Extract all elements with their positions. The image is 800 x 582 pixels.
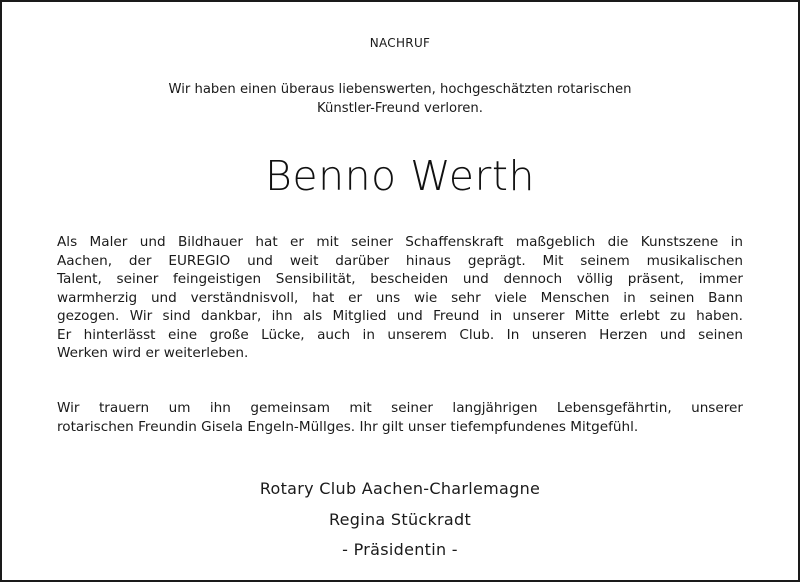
paragraph-line: Aachen, der EUREGIO und weit darüber hinaus geprägt. Mit seinem musikalischen [57,252,743,269]
paragraph-line: Er hinterlässt eine große Lücke, auch in unserem Club. In unseren Herzen und seinen [57,326,743,343]
signature-role: - Präsidentin - [342,540,458,559]
signature-club: Rotary Club Aachen-Charlemagne [259,479,541,498]
notice-heading: NACHRUF [369,36,431,50]
paragraph-line: Werken wird er weiterleben. [57,345,249,361]
paragraph-line: rotarischen Freundin Gisela Engeln-Müllges. Ihr gilt unser tiefempfundenes Mitgefühl. [57,418,639,435]
signature-person: Regina Stückradt [328,510,472,529]
tribute-paragraph [57,233,743,363]
paragraph-line: Wir trauern um ihn gemeinsam mit seiner langjährigen Lebensgefährtin, unserer [57,400,743,416]
intro-text [102,80,698,118]
deceased-name: Benno Werth [265,152,535,200]
intro-line: Wir haben einen überaus liebenswerten, hochgeschätzten rotarischen [168,82,632,97]
paragraph-line: gezogen. Wir sind dankbar, ihn als Mitglied und Freund in unserer Mitte erlebt zu haben. [57,308,743,324]
paragraph-line: warmherzig und verständnisvoll, hat er uns wie sehr viele Menschen in seinen Bann [57,289,743,306]
intro-line: Künstler-Freund verloren. [317,101,483,116]
condolence-paragraph [57,399,743,436]
paragraph-line: Talent, seiner feingeistigen Sensibilität, bescheiden und dennoch völlig präsent, immer [57,271,743,287]
paragraph-line: Als Maler und Bildhauer hat er mit seiner Schaffenskraft maßgeblich die Kunstszene in [57,234,743,250]
